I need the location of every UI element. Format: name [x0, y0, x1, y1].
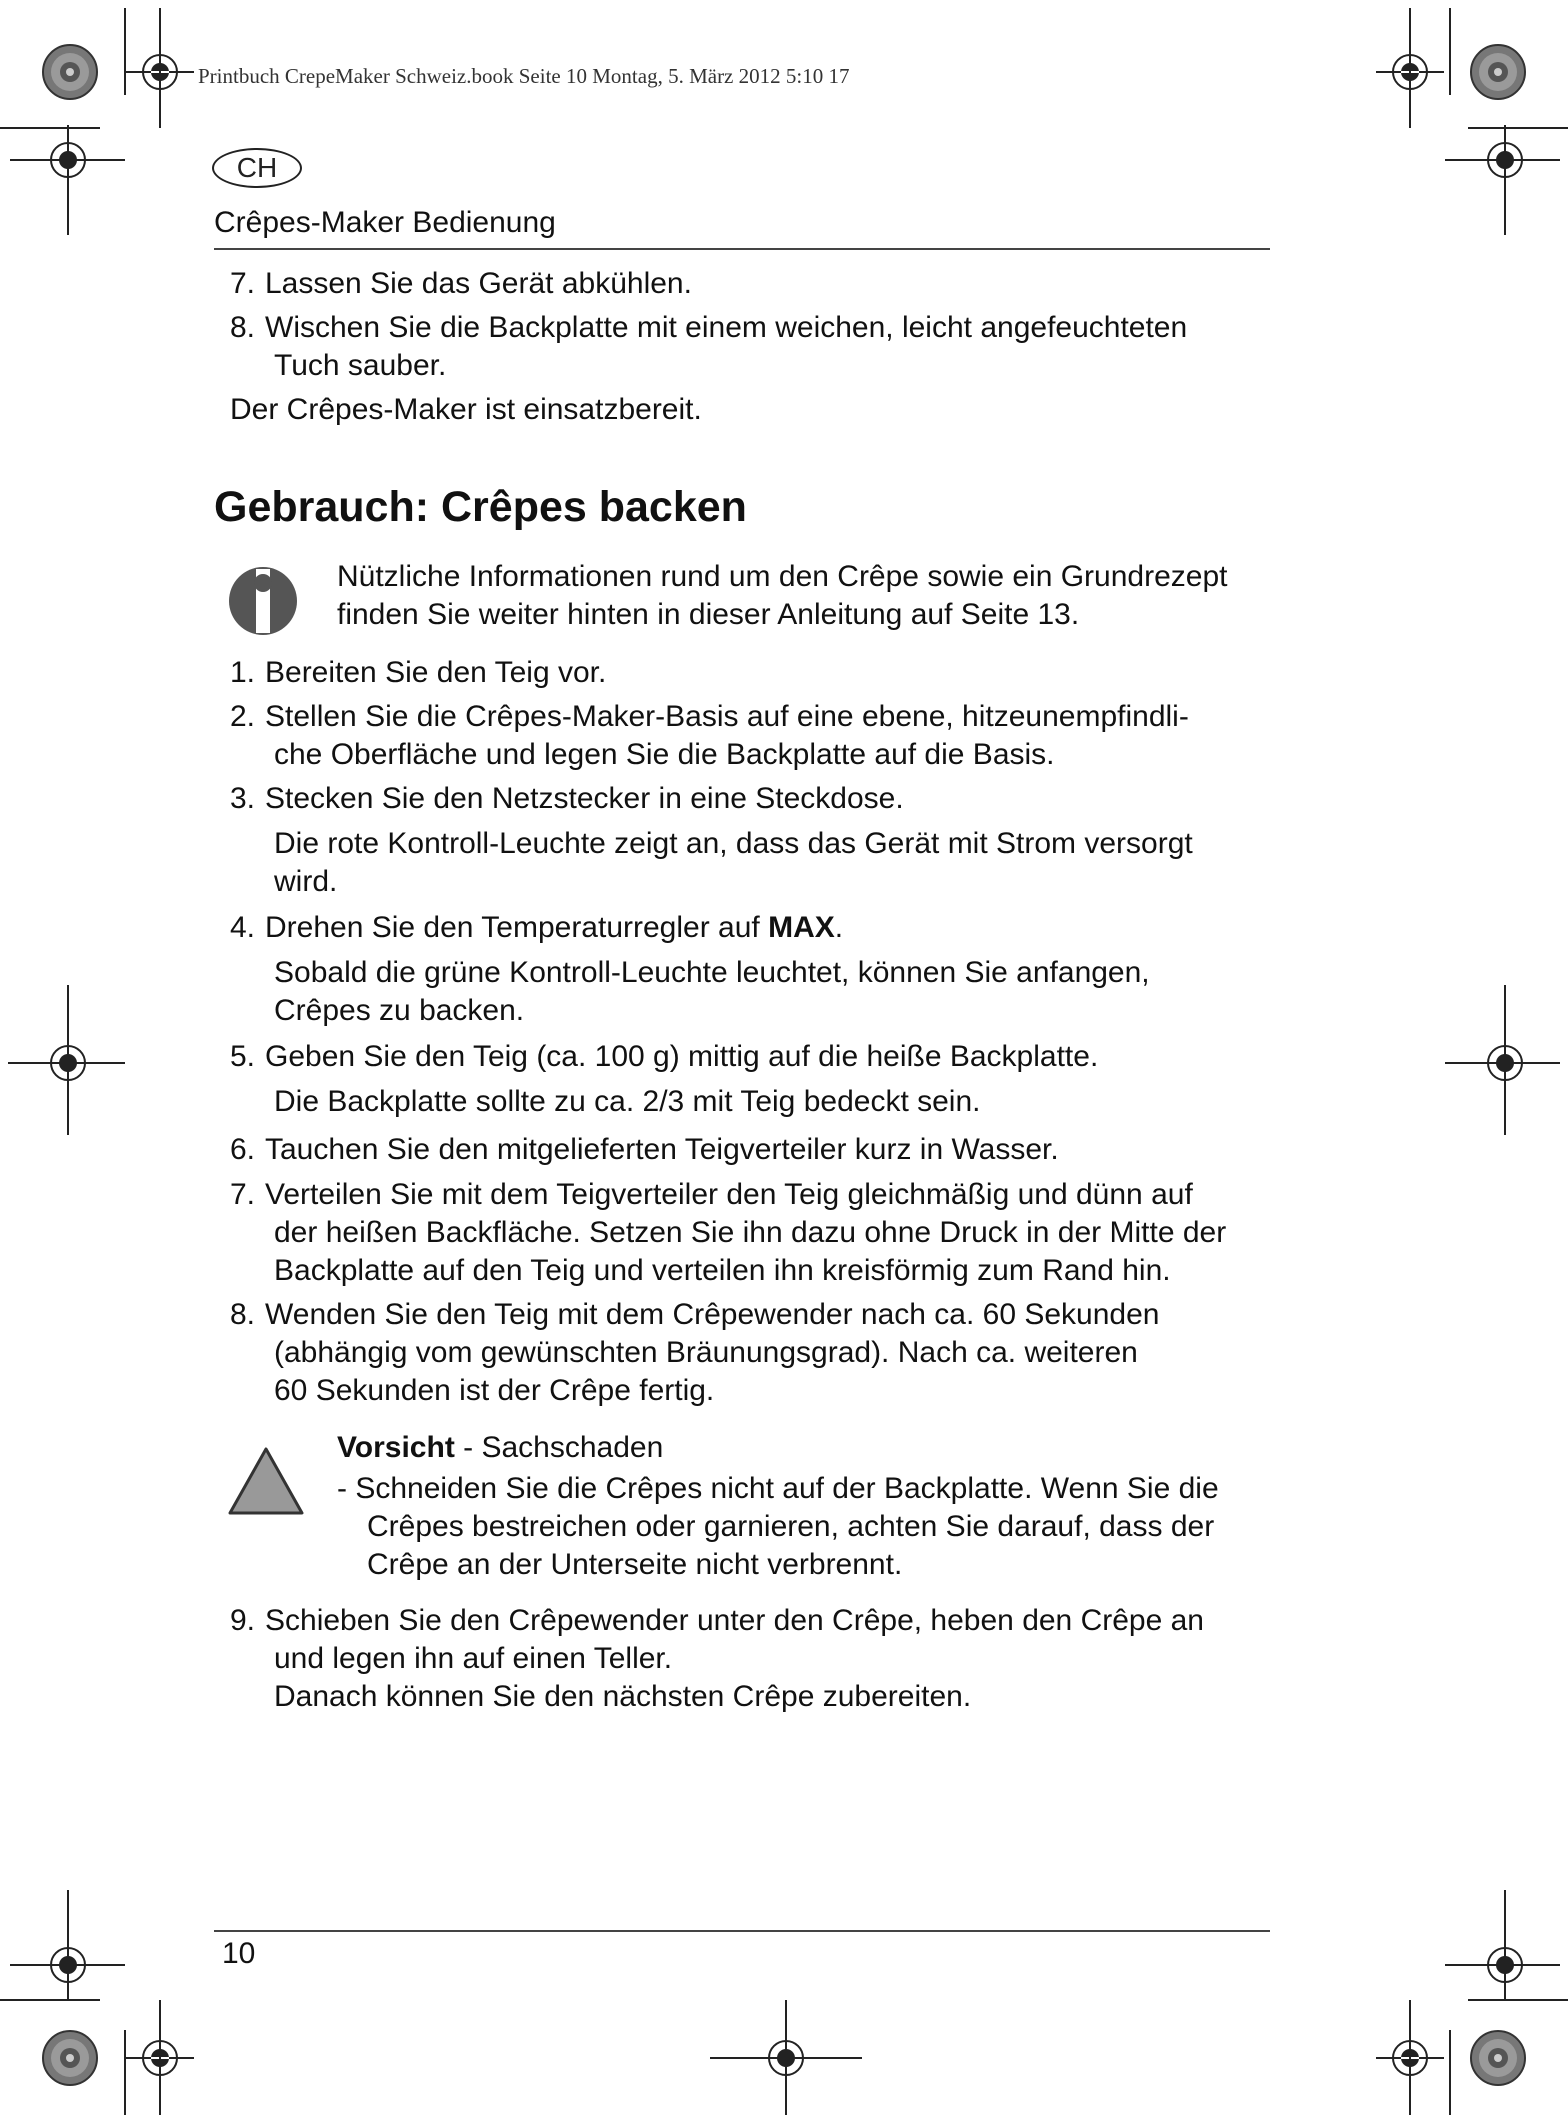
step-text: Wischen Sie die Backplatte mit einem weichen, leicht angefeuchteten [265, 311, 1188, 344]
step-text: Tuch sauber. [274, 349, 447, 382]
caution-subtitle: - Sachschaden [454, 1431, 664, 1464]
info-note-line: Nützliche Informationen rund um den Crêpe sowie ein Grundrezept [337, 560, 1228, 593]
step-text: 60 Sekunden ist der Crêpe fertig. [274, 1374, 715, 1407]
step-text: (abhängig vom gewünschten Bräunungsgrad). Nach ca. weiteren [274, 1336, 1138, 1369]
step-result: Die Backplatte sollte zu ca. 2/3 mit Teig bedeckt sein. [274, 1085, 981, 1118]
step-text: Schieben Sie den Crêpewender unter den Crêpe, heben den Crêpe an [265, 1604, 1204, 1637]
step-text: Bereiten Sie den Teig vor. [265, 656, 607, 689]
step-number: 9. [230, 1604, 256, 1637]
step-number: 2. [230, 700, 256, 733]
step-2 [0, 698, 1568, 778]
step-number: 8. [230, 311, 256, 344]
page-number: 10 [222, 1937, 256, 1970]
step-1 [0, 654, 1568, 694]
section-header: Crêpes-Maker Bedienung [214, 206, 556, 239]
step-number: 8. [230, 1298, 256, 1331]
step-text: Verteilen Sie mit dem Teigverteiler den Teig gleichmäßig und dünn auf [265, 1178, 1193, 1211]
caution-heading [337, 1429, 1219, 1467]
top-rule [214, 248, 1270, 250]
step-text: che Oberfläche und legen Sie die Backplatte auf die Basis. [274, 738, 1055, 771]
intro-step-7 [0, 265, 1568, 305]
info-icon [228, 565, 298, 637]
step-text: Stellen Sie die Crêpes-Maker-Basis auf eine ebene, hitzeunempfindli- [265, 700, 1189, 733]
step-4 [0, 909, 1568, 1034]
step-number: 1. [230, 656, 256, 689]
step-text-part: Drehen Sie den Temperaturregler auf [265, 911, 769, 944]
step-number: 6. [230, 1133, 256, 1166]
step-number: 4. [230, 911, 256, 944]
step-6 [0, 1131, 1568, 1171]
step-number: 3. [230, 782, 256, 815]
step-text: Geben Sie den Teig (ca. 100 g) mittig auf die heiße Backplatte. [265, 1040, 1099, 1073]
caution-line: Crêpe an der Unterseite nicht verbrennt. [367, 1548, 903, 1581]
step-text-part: . [834, 911, 844, 944]
step-text [265, 909, 843, 947]
step-text: Backplatte auf den Teig und verteilen ihn kreisförmig zum Rand hin. [274, 1254, 1171, 1287]
print-header: Printbuch CrepeMaker Schweiz.book Seite 10 Montag, 5. März 2012 5:10 17 [198, 64, 850, 88]
caution-title: Vorsicht [337, 1431, 455, 1464]
step-result: wird. [274, 865, 338, 898]
info-note-line: finden Sie weiter hinten in dieser Anleitung auf Seite 13. [337, 598, 1080, 631]
caution-block [337, 1429, 1219, 1584]
info-note-text [337, 558, 1227, 634]
step-3 [0, 780, 1568, 905]
bottom-rule [214, 1930, 1270, 1932]
step-result: Crêpes zu backen. [274, 994, 525, 1027]
step-text: Danach können Sie den nächsten Crêpe zubereiten. [274, 1680, 972, 1713]
warning-triangle-icon [226, 1445, 306, 1517]
country-badge: CH [212, 148, 302, 188]
step-number: 5. [230, 1040, 256, 1073]
max-setting: MAX [768, 911, 835, 944]
caution-line: - Schneiden Sie die Crêpes nicht auf der Backplatte. Wenn Sie die [337, 1472, 1219, 1505]
step-text: der heißen Backfläche. Setzen Sie ihn dazu ohne Druck in der Mitte der [274, 1216, 1227, 1249]
caution-line: Crêpes bestreichen oder garnieren, achten Sie darauf, dass der [367, 1510, 1215, 1543]
step-result: Sobald die grüne Kontroll-Leuchte leuchtet, können Sie anfangen, [274, 956, 1150, 989]
intro-step-8 [0, 309, 1568, 389]
ready-text: Der Crêpes-Maker ist einsatzbereit. [230, 393, 702, 426]
step-text: Tauchen Sie den mitgelieferten Teigverteiler kurz in Wasser. [265, 1133, 1059, 1166]
step-number: 7. [230, 267, 256, 300]
step-8 [0, 1296, 1568, 1414]
step-5 [0, 1038, 1568, 1123]
section-heading: Gebrauch: Crêpes backen [214, 483, 747, 531]
step-7 [0, 1176, 1568, 1294]
step-text: Wenden Sie den Teig mit dem Crêpewender nach ca. 60 Sekunden [265, 1298, 1160, 1331]
step-text: Stecken Sie den Netzstecker in eine Steckdose. [265, 782, 904, 815]
step-text: Lassen Sie das Gerät abkühlen. [265, 267, 692, 300]
step-text: und legen ihn auf einen Teller. [274, 1642, 673, 1675]
step-number: 7. [230, 1178, 256, 1211]
step-9 [0, 1602, 1568, 1720]
step-result: Die rote Kontroll-Leuchte zeigt an, dass das Gerät mit Strom versorgt [274, 827, 1193, 860]
